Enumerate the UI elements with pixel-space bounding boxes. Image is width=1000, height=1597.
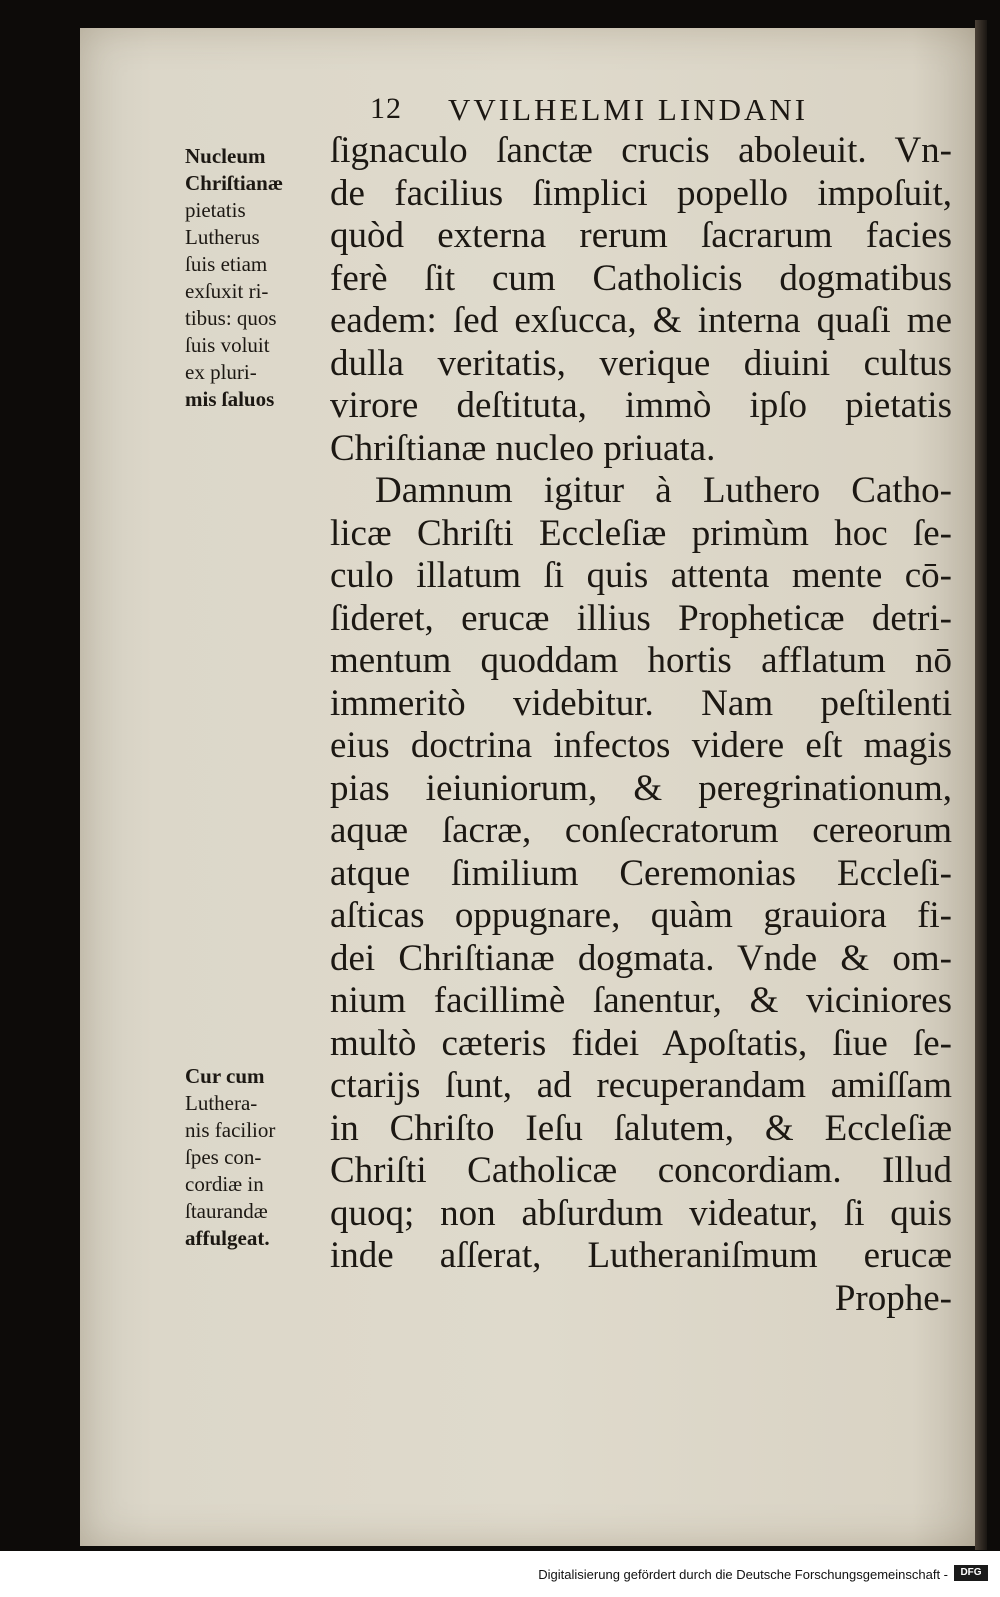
margin-line: cordiæ in: [185, 1172, 264, 1196]
margin-line: affulgeat.: [185, 1226, 270, 1250]
text-line: inde aſſerat, Lutheraniſmum erucæ: [330, 1235, 952, 1276]
text-line: ferè ſit cum Catholicis dogmatibus: [330, 257, 952, 299]
catchword: Prophe-: [834, 1277, 952, 1319]
text-line: licæ Chriſti Eccleſiæ primùm hoc ſe-: [330, 512, 952, 554]
margin-line: ex pluri-: [185, 360, 257, 384]
margin-line: Nucleum: [185, 144, 266, 168]
text-line: de facilius ſimplici popello impoſuit,: [330, 172, 952, 214]
margin-line: ſpes con-: [185, 1145, 262, 1169]
marginal-note-cur-cum: [185, 1063, 325, 1252]
margin-line: nis facilior: [185, 1118, 276, 1142]
margin-line: ſtaurandæ: [185, 1199, 268, 1223]
text-line: Chriſtianæ nucleo priuata.: [330, 427, 716, 469]
text-line: ctarijs ſunt, ad recuperandam amiſſam: [330, 1065, 952, 1106]
margin-line: ſuis voluit: [185, 333, 270, 357]
margin-line: mis ſaluos: [185, 387, 275, 411]
text-line: mentum quoddam hortis afflatum nō: [330, 640, 952, 681]
text-line: ſideret, erucæ illius Propheticæ detri-: [330, 597, 952, 639]
text-line: atque ſimilium Ceremonias Eccleſi-: [330, 852, 952, 894]
text-line: culo illatum ſi quis attenta mente cō-: [330, 555, 952, 596]
page-number: 12: [370, 92, 402, 125]
text-line: dei Chriſtianæ dogmata. Vnde & om-: [330, 937, 952, 979]
margin-line: Luthera-: [185, 1091, 258, 1115]
main-text-block: [330, 130, 952, 1320]
text-line: ſignaculo ſanctæ crucis aboleuit. Vn-: [330, 130, 952, 171]
text-line: immeritò videbitur. Nam peſtilenti: [330, 682, 952, 724]
page-header: [0, 92, 1000, 134]
text-line: dulla veritatis, verique diuini cultus: [330, 342, 952, 384]
digitization-footer: [0, 1551, 1000, 1597]
text-line: quoq; non abſurdum videatur, ſi quis: [330, 1192, 952, 1234]
text-line: virore deſtituta, immò ipſo pietatis: [330, 385, 952, 426]
text-line: aquæ ſacræ, conſecratorum cereorum: [330, 810, 952, 851]
margin-line: Lutherus: [185, 225, 260, 249]
page-edge: [975, 20, 987, 1550]
text-line: Chriſti Catholicæ concordiam. Illud: [330, 1150, 952, 1191]
margin-line: ſuis etiam: [185, 252, 268, 276]
margin-line: Cur cum: [185, 1064, 265, 1088]
margin-line: tibus: quos: [185, 306, 277, 330]
text-line: multò cæteris fidei Apoſtatis, ſiue ſe-: [330, 1022, 952, 1064]
running-head: VVILHELMI LINDANI: [448, 92, 809, 127]
text-line: in Chriſto Ieſu ſalutem, & Eccleſiæ: [330, 1107, 952, 1149]
text-line: quòd externa rerum ſacrarum facies: [330, 215, 952, 256]
margin-line: exſuxit ri-: [185, 279, 269, 303]
funding-credit: Digitalisierung gefördert durch die Deutsche Forschungsgemeinschaft -: [538, 1567, 948, 1582]
margin-line: pietatis: [185, 198, 246, 222]
dfg-logo-icon: DFG: [954, 1565, 988, 1581]
text-line: nium facillimè ſanentur, & viciniores: [330, 980, 952, 1021]
text-line: aſticas oppugnare, quàm grauiora fi-: [330, 895, 952, 936]
text-line: Damnum igitur à Luthero Catho-: [375, 470, 952, 511]
text-line: pias ieiuniorum, & peregrinationum,: [330, 767, 952, 809]
margin-line: Chriſtianæ: [185, 171, 284, 195]
text-line: eadem: ſed exſucca, & interna quaſi me: [330, 300, 952, 341]
marginal-note-nucleum: [185, 143, 325, 413]
text-line: eius doctrina infectos videre eſt magis: [330, 725, 952, 766]
